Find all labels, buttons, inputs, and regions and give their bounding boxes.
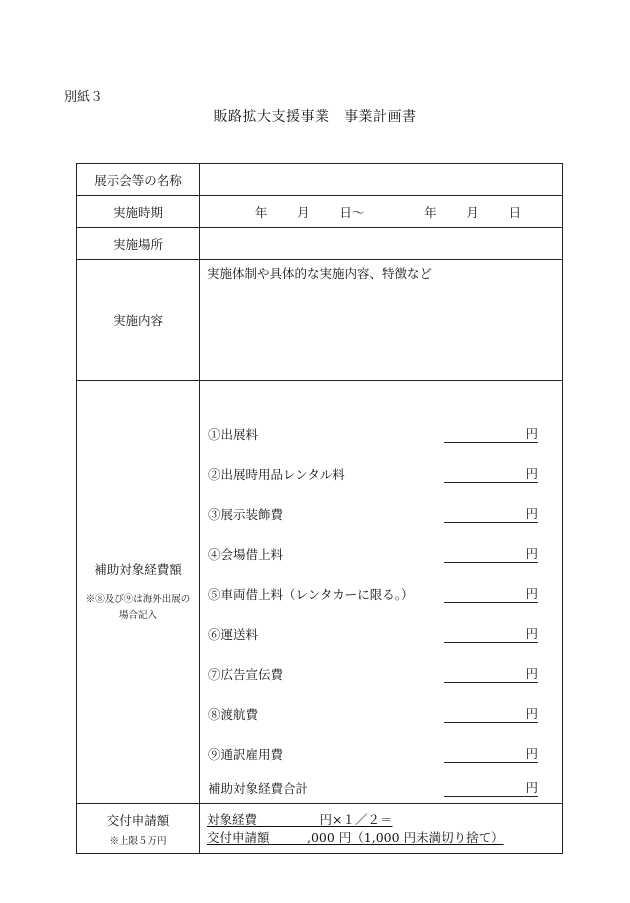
- application-amount-calc: 交付申請額 ,000 円（1,000 円未満切り捨て）: [207, 830, 504, 845]
- end-month-unit: 月: [466, 204, 479, 220]
- expense-total-row: [208, 763, 538, 797]
- expense-amount-field[interactable]: 円: [444, 506, 538, 523]
- target-expense-calc: 対象経費 円×１／２＝: [207, 812, 393, 827]
- start-month-unit: 月: [297, 204, 310, 220]
- start-year-unit: 年: [254, 204, 268, 220]
- expense-row: [208, 563, 538, 603]
- expense-amount-field[interactable]: 円: [444, 586, 538, 603]
- expenses-label: 補助対象経費額: [94, 562, 182, 577]
- expense-total-label: 補助対象経費合計: [208, 781, 309, 796]
- location-field[interactable]: [200, 228, 563, 260]
- expense-row: [208, 723, 538, 763]
- business-plan-form: [76, 163, 563, 854]
- application-label: 交付申請額: [106, 812, 170, 828]
- expense-amount-field[interactable]: 円: [444, 546, 538, 563]
- exhibition-name-field[interactable]: [200, 164, 563, 196]
- period-parts: [200, 203, 562, 221]
- application-note: ※上限５万円: [109, 835, 167, 847]
- exhibition-name-label: 展示会等の名称: [77, 164, 200, 196]
- content-label: 実施内容: [77, 260, 200, 381]
- expense-row: [208, 443, 538, 483]
- expense-amount-field[interactable]: 円: [444, 426, 538, 443]
- expense-amount-field[interactable]: 円: [444, 746, 538, 763]
- expense-amount-field[interactable]: 円: [444, 706, 538, 723]
- expense-item-label: ②出展時用品レンタル料: [208, 467, 345, 482]
- content-field[interactable]: [200, 260, 563, 381]
- expense-item-label: ①出展料: [208, 427, 259, 442]
- period-label: 実施時期: [77, 196, 200, 228]
- expense-item-label: ④会場借上料: [208, 547, 284, 562]
- expense-item-label: ⑤車両借上料（レンタカーに限る。）: [208, 587, 414, 602]
- application-field[interactable]: [200, 804, 563, 854]
- content-hint: 実施体制や具体的な実施内容、特徴など: [207, 266, 433, 281]
- end-year-unit: 年: [424, 204, 437, 220]
- application-label-cell: [77, 804, 200, 854]
- end-day-unit: 日: [508, 204, 522, 220]
- expense-row: [208, 603, 538, 643]
- expense-row: [208, 683, 538, 723]
- expense-item-label: ⑦広告宣伝費: [208, 667, 284, 682]
- expense-item-label: ⑧渡航費: [208, 707, 259, 722]
- expense-amount-field[interactable]: 円: [444, 626, 538, 643]
- expenses-label-cell: [77, 381, 200, 804]
- expense-amount-field[interactable]: 円: [444, 666, 538, 683]
- expense-total-field[interactable]: 円: [444, 780, 538, 797]
- attachment-number: 別紙３: [64, 90, 104, 105]
- period-field[interactable]: [200, 196, 563, 228]
- expense-row: [208, 483, 538, 523]
- start-day-unit: 日～: [339, 204, 365, 220]
- expenses-list-cell: [200, 381, 563, 804]
- expense-item-label: ⑥運送料: [208, 627, 259, 642]
- location-label: 実施場所: [77, 228, 200, 260]
- expense-row: [208, 403, 538, 443]
- document-title: 販路拡大支援事業 事業計画書: [213, 109, 417, 125]
- expense-list: [200, 381, 562, 803]
- expense-item-label: ⑨通訳雇用費: [208, 747, 284, 762]
- application-calculation: [200, 804, 562, 853]
- expenses-note: ※⑧及び⑨は海外出展の場合記入: [85, 594, 191, 621]
- expense-amount-field[interactable]: 円: [444, 466, 538, 483]
- expense-row: [208, 523, 538, 563]
- expense-row: [208, 643, 538, 683]
- expense-item-label: ③展示装飾費: [208, 507, 284, 522]
